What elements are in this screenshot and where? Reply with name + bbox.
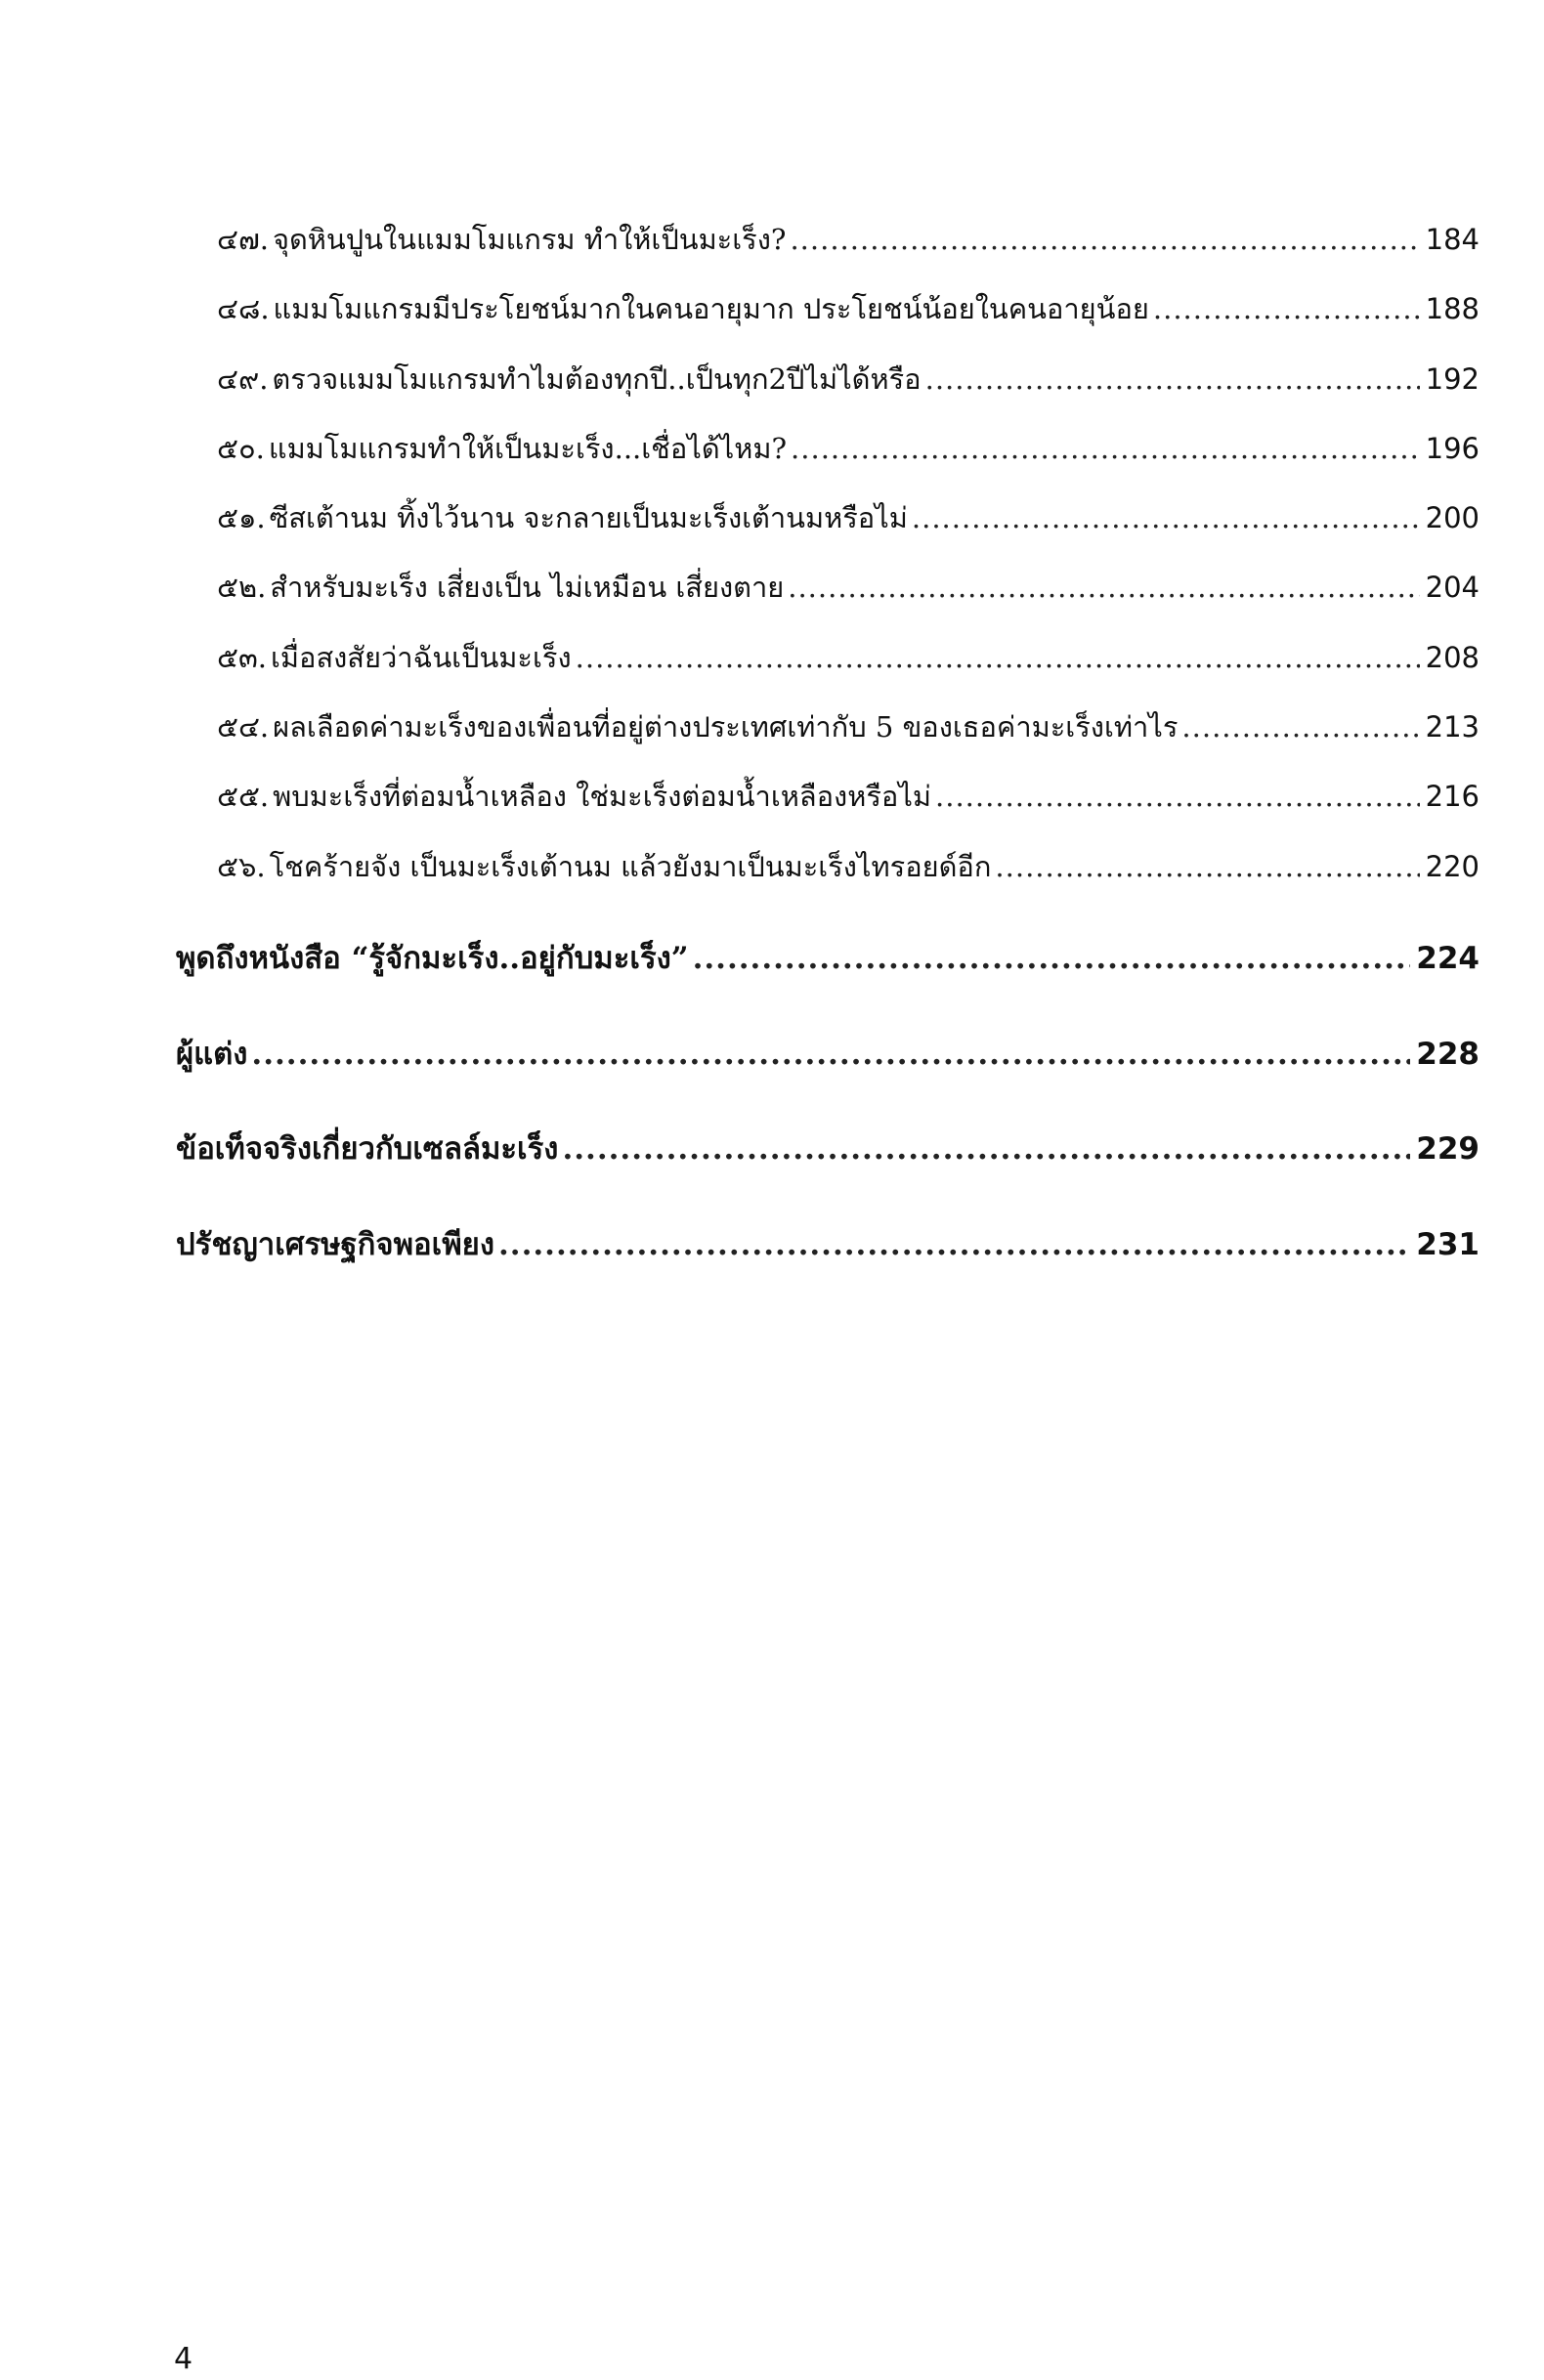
entry-number: ๕๒. (217, 571, 267, 605)
entry-number: ๔๙. (217, 361, 269, 396)
entry-number: ๕๓. (217, 640, 267, 674)
entry-page-number: 184 (1425, 223, 1480, 256)
toc-entry (217, 844, 1480, 914)
entry-number: ๕๔. (217, 710, 270, 744)
toc-main-entry (172, 1029, 1480, 1125)
dot-leader (693, 941, 1411, 976)
entry-page-number: 192 (1425, 361, 1480, 396)
entry-page-number: 204 (1425, 571, 1480, 605)
main-entry-page-number: 229 (1416, 1131, 1480, 1167)
main-entry-title: ข้อเท็จจริงเกี่ยวกับเซลล์มะเร็ง (176, 1131, 559, 1167)
entry-title: พบมะเร็งที่ต่อมน้ำเหลือง ใช่มะเร็งต่อมน้ำเหลืองหรือไม่ (273, 780, 932, 814)
toc-main-entry (172, 1124, 1480, 1219)
entry-page-number: 200 (1425, 501, 1480, 535)
entry-page-number: 220 (1425, 849, 1480, 883)
entry-title: จุดหินปูนในแมมโมแกรม ทำให้เป็นมะเร็ง? (272, 223, 787, 256)
dot-leader (791, 432, 1420, 465)
dot-leader (935, 780, 1420, 813)
toc-entry (217, 217, 1480, 286)
dot-leader (1181, 710, 1419, 744)
dot-leader (576, 641, 1420, 674)
entry-number: ๔๗. (217, 223, 269, 256)
toc-entry (217, 704, 1480, 774)
dot-leader (498, 1227, 1410, 1262)
toc-entry (217, 774, 1480, 843)
entry-page-number: 188 (1425, 292, 1480, 326)
entry-page-number: 213 (1425, 710, 1480, 744)
entry-title: สำหรับมะเร็ง เสี่ยงเป็น ไม่เหมือน เสี่ยงตาย (270, 571, 785, 605)
entry-number: ๔๘. (217, 292, 270, 326)
main-entry-page-number: 231 (1416, 1226, 1480, 1262)
toc-entry (217, 495, 1480, 565)
page-number: 4 (174, 2342, 193, 2376)
entry-number: ๕๑. (217, 501, 266, 535)
dot-leader (788, 571, 1419, 604)
entry-title: โชคร้ายจัง เป็นมะเร็งเต้านม แล้วยังมาเป็นมะเร็งไทรอยด์อีก (269, 849, 992, 883)
entry-page-number: 208 (1425, 640, 1480, 674)
main-entry-title: ปรัชญาเศรษฐกิจพอเพียง (176, 1226, 494, 1262)
toc-entry (217, 565, 1480, 634)
toc-main-entry (172, 1219, 1480, 1315)
toc-entry (217, 426, 1480, 495)
toc-entry (217, 635, 1480, 704)
entry-page-number: 196 (1425, 431, 1480, 465)
entry-number: ๕๕. (217, 780, 270, 814)
entry-title: ผลเลือดค่ามะเร็งของเพื่อนที่อยู่ต่างประเทศเท่ากับ 5 ของเธอค่ามะเร็งเท่าไร (273, 710, 1179, 744)
main-entry-title: ผู้แต่ง (176, 1036, 248, 1072)
entry-number: ๕๖. (217, 849, 266, 883)
dot-leader (912, 501, 1420, 534)
entry-title: แมมโมแกรมทำให้เป็นมะเร็ง...เชื่อได้ไหม? (268, 431, 788, 465)
dot-leader (995, 850, 1419, 883)
entry-title: แมมโมแกรมมีประโยชน์มากในคนอายุมาก ประโยชน์น้อยในคนอายุน้อย (273, 292, 1149, 326)
entry-title: ตรวจแมมโมแกรมทำไมต้องทุกปี..เป็นทุก2ปีไม่ได้หรือ (272, 361, 922, 396)
entry-number: ๕๐. (217, 431, 265, 465)
entry-title: เมื่อสงสัยว่าฉันเป็นมะเร็ง (271, 640, 572, 674)
toc-main-entries (172, 933, 1480, 1314)
toc-entry (217, 286, 1480, 356)
entry-page-number: 216 (1425, 780, 1480, 814)
toc-main-entry (172, 933, 1480, 1029)
dot-leader (1153, 292, 1420, 325)
main-entry-page-number: 228 (1416, 1036, 1480, 1072)
toc-sub-entries (217, 217, 1480, 914)
toc-entry (217, 357, 1480, 426)
dot-leader (790, 223, 1419, 256)
dot-leader (925, 362, 1420, 396)
main-entry-page-number: 224 (1416, 941, 1480, 976)
main-entry-title: พูดถึงหนังสือ “รู้จักมะเร็ง..อยู่กับมะเร็ง” (176, 941, 689, 976)
dot-leader (562, 1131, 1410, 1167)
dot-leader (251, 1037, 1410, 1072)
entry-title: ซีสเต้านม ทิ้งไว้นาน จะกลายเป็นมะเร็งเต้านมหรือไม่ (269, 501, 908, 535)
